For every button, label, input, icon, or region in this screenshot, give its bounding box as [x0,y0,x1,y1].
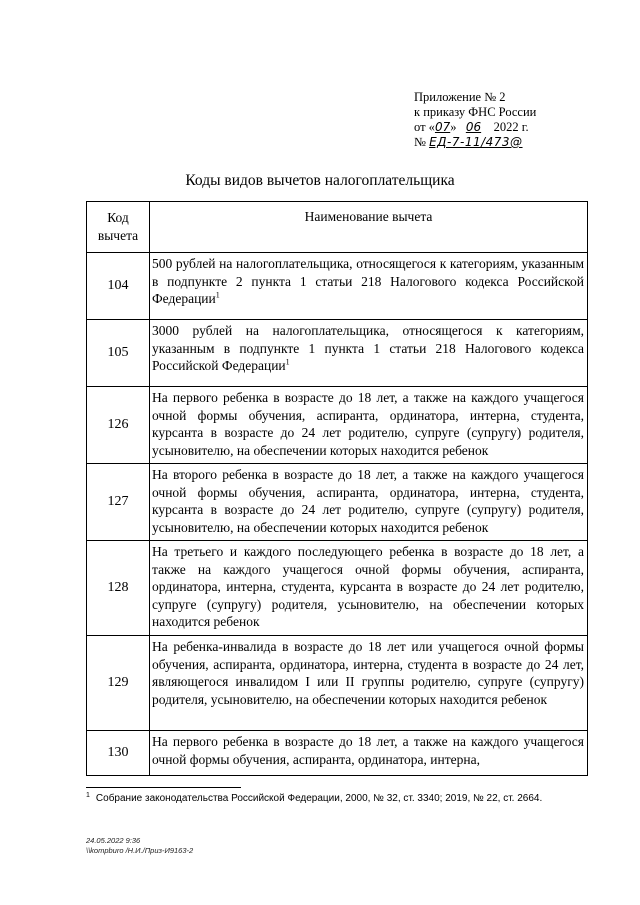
date-mid: » [450,120,457,134]
table-row [87,541,588,636]
footnote [86,793,542,804]
footnote-ref: 1 [285,357,290,367]
table-row [87,731,588,776]
date-year: 2022 г. [493,120,529,134]
row-code: 104 [87,253,150,320]
table-row [87,636,588,731]
row-code: 105 [87,320,150,387]
footnote-ref: 1 [215,290,220,300]
deductions-table [86,201,588,776]
row-description [150,253,588,320]
number-value: ЕД-7-11/473@ [429,135,523,149]
table-row [87,253,588,320]
attachment-number [414,135,604,150]
row-code: 129 [87,636,150,731]
row-code: 126 [87,387,150,464]
date-month: 06 [465,120,482,134]
date-prefix: от « [414,120,435,134]
number-prefix: № [414,135,426,149]
document-meta [86,836,193,856]
attachment-header [414,90,604,150]
row-code: 128 [87,541,150,636]
meta-timestamp: 24.05.2022 9:36 [86,836,141,845]
header-name: Наименование вычета [150,202,588,253]
row-code: 130 [87,731,150,776]
footnote-divider [86,787,241,788]
row-text: На третьего и каждого последующего ребенка в возрасте до 18 лет, а также на каждого учащегося очной формы обучения, аспиранта, ординатора, интерна, студента, курсанта в возрасте до 24 лет родителю, супруге (супругу) родителя, усыновителю, на обеспечении которых находится ребенок [152,544,584,630]
row-text: 500 рублей на налогоплательщика, относящегося к категориям, указанным в подпункте 2 пункта 1 статьи 218 Налогового кодекса Российской Федерации [152,256,584,307]
row-text: На второго ребенка в возрасте до 18 лет, а также на каждого учащегося очной формы обучения, аспиранта, ординатора, интерна, студента, курсанта в возрасте до 24 лет родителю, супруге (супругу) родителя, усыновителю, на обеспечении которых находится ребенок [152,467,584,535]
header-code: Код вычета [87,202,150,253]
table-header-row [87,202,588,253]
row-description [150,464,588,541]
date-day: 07 [434,120,451,134]
table-row [87,320,588,387]
row-text: На первого ребенка в возрасте до 18 лет, а также на каждого учащегося очной формы обучения, аспиранта, ординатора, интерна, студента, курсанта в возрасте до 24 лет родителю, супруге (супругу) родителя, усыновителю, на обеспечении которых находится ребенок [152,390,584,458]
row-text: 3000 рублей на налогоплательщика, относящегося к категориям, указанным в подпункте 1 пункта 1 статьи 218 Налогового кодекса Российской Федерации [152,323,584,374]
attachment-line-2: к приказу ФНС России [414,105,537,119]
footnote-mark: 1 [86,791,90,799]
row-text: На первого ребенка в возрасте до 18 лет, а также на каждого учащегося очной формы обучения, аспиранта, ординатора, интерна, [152,734,584,767]
page-title: Коды видов вычетов налогоплательщика [185,172,455,189]
row-description [150,636,588,731]
table-row [87,464,588,541]
meta-path: \\kompburo /Н.И./Приз-И9163-2 [86,846,194,855]
row-description [150,320,588,387]
table-row [87,387,588,464]
attachment-date [414,120,604,135]
attachment-line-1: Приложение № 2 [414,90,506,104]
row-description [150,731,588,776]
row-description [150,387,588,464]
row-code: 127 [87,464,150,541]
row-description [150,541,588,636]
footnote-text: Собрание законодательства Российской Федерации, 2000, № 32, ст. 3340; 2019, № 22, ст. 2664. [95,793,543,804]
row-text: На ребенка-инвалида в возрасте до 18 лет или учащегося очной формы обучения, аспиранта, ординатора, интерна, студента в возрасте до 24 лет, являющегося инвалидом I или II группы родителю, супруге (супругу) родителя, усыновителю, на обеспечении которых находится ребенок [152,639,584,707]
